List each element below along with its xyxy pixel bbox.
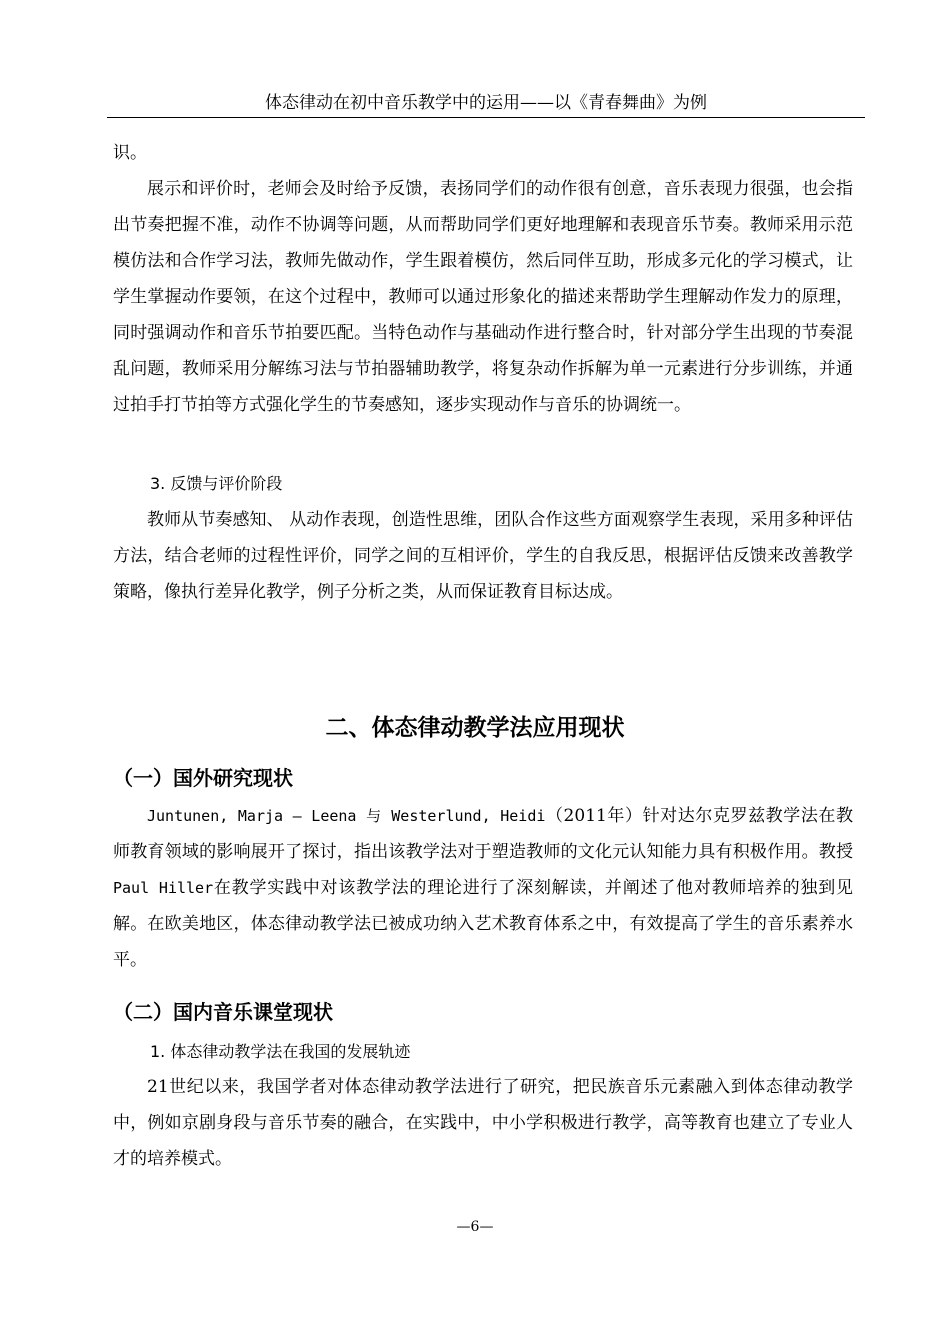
body-block-3	[113, 798, 853, 978]
subheading-title: 反馈与评价阶段	[170, 474, 283, 493]
running-header: 体态律动在初中音乐教学中的运用——以《青春舞曲》为例	[107, 92, 865, 118]
paragraph: 展示和评价时，老师会及时给予反馈，表扬同学们的动作很有创意，音乐表现力很强，也会指出节奏把握不准，动作不协调等问题，从而帮助同学们更好地理解和表现音乐节奏。教师采用示范模仿法和合作学习法，教师先做动作，学生跟着模仿，然后同伴互助，形成多元化的学习模式，让学生掌握动作要领，在这个过程中，教师可以通过形象化的描述来帮助学生理解动作发力的原理，同时强调动作和音乐节拍要匹配。当特色动作与基础动作进行整合时，针对部分学生出现的节奏混乱问题，教师采用分解练习法与节拍器辅助教学，将复杂动作拆解为单一元素进行分步训练，并通过拍手打节拍等方式强化学生的节奏感知，逐步实现动作与音乐的协调统一。	[113, 179, 853, 415]
body-block-4	[113, 1069, 853, 1177]
subheading-stage-3	[150, 472, 282, 496]
author-names: Juntunen, Marja – Leena 与 Westerlund, Heidi	[147, 807, 546, 825]
body-block-1	[113, 135, 853, 423]
continued-text: 识。	[113, 143, 147, 163]
chapter-title: 二、体态律动教学法应用现状	[325, 715, 625, 741]
subheading-number: 1.	[150, 1042, 166, 1061]
person-name: Paul Hiller	[113, 879, 214, 897]
section-heading-domestic: （二）国内音乐课堂现状	[113, 1000, 333, 1024]
body-block-2	[113, 502, 853, 610]
subheading-number: 3.	[150, 474, 166, 493]
paragraph: 21世纪以来，我国学者对体态律动教学法进行了研究，把民族音乐元素融入到体态律动教学中，例如京剧身段与音乐节奏的融合，在实践中，中小学积极进行教学，高等教育也建立了专业人才的培养模式。	[113, 1077, 853, 1169]
paragraph-text: （2011年）针对达尔克罗兹教学法在教师教育领域的影响展开了探讨，指出该教学法对于塑造教师的文化元认知能力具有积极作用。教授	[113, 806, 854, 862]
paragraph-text: 在教学实践中对该教学法的理论进行了深刻解读，并阐述了他对教师培养的独到见解。在欧美地区，体态律动教学法已被成功纳入艺术教育体系之中，有效提高了学生的音乐素养水平。	[113, 878, 854, 970]
paragraph	[113, 798, 853, 978]
section-heading-foreign: （一）国外研究现状	[113, 766, 293, 790]
page-number: —6—	[456, 1219, 494, 1235]
subheading-item-1	[150, 1040, 410, 1064]
subheading-title: 体态律动教学法在我国的发展轨迹	[170, 1042, 411, 1061]
paragraph: 教师从节奏感知、 从动作表现，创造性思维，团队合作这些方面观察学生表现，采用多种评估方法，结合老师的过程性评价，同学之间的互相评价，学生的自我反思，根据评估反馈来改善教学策略，像执行差异化教学，例子分析之类，从而保证教育目标达成。	[113, 510, 853, 602]
